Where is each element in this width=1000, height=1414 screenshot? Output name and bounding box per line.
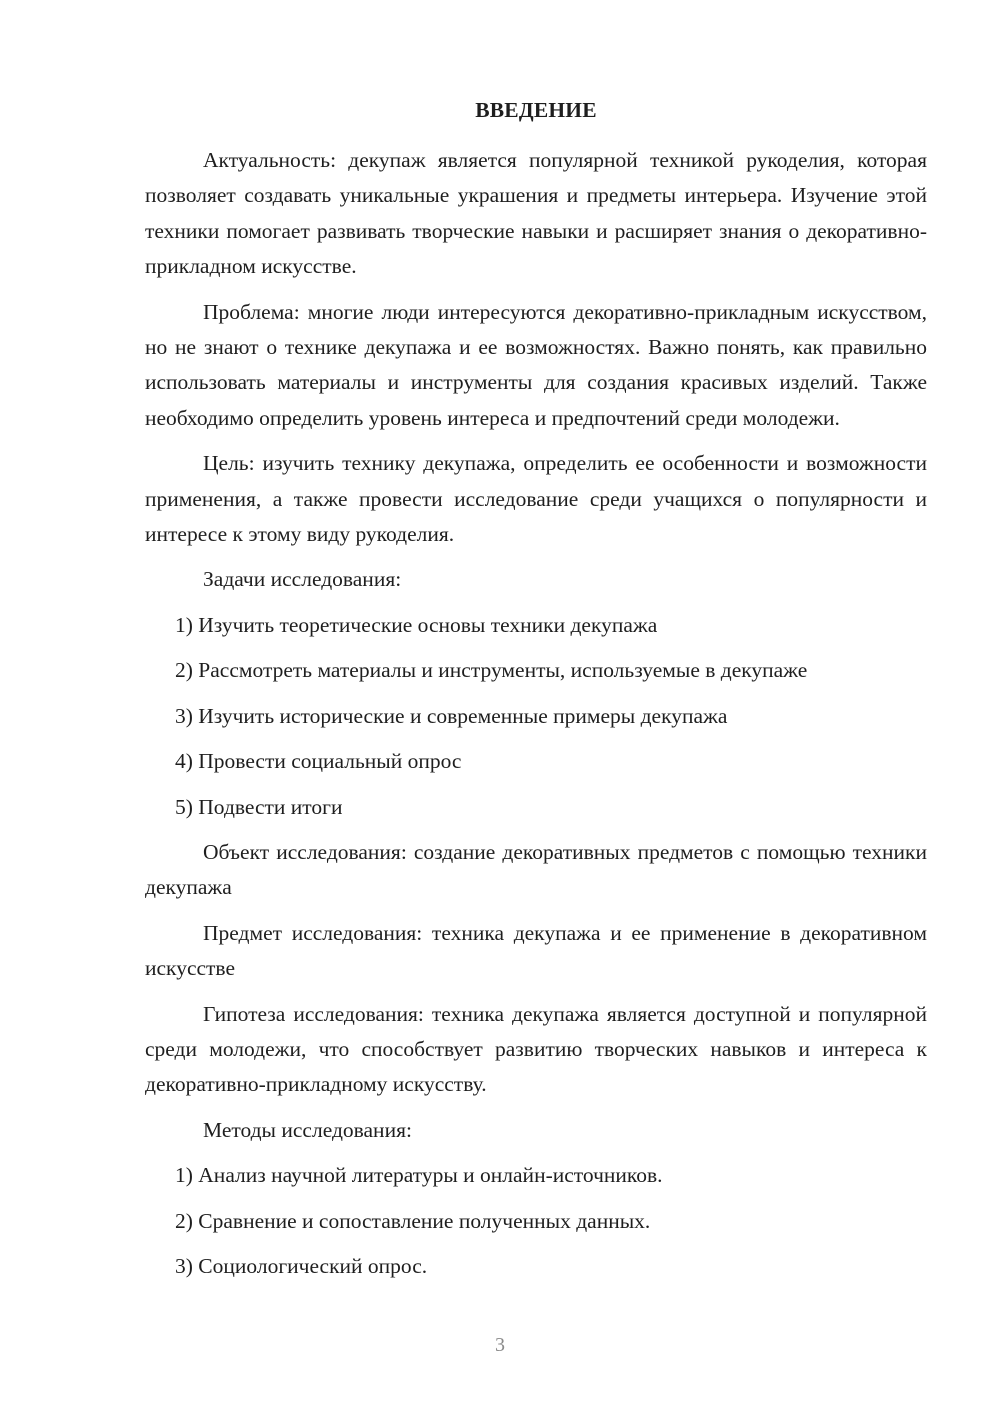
object-paragraph: Объект исследования: создание декоративных предметов с помощью техники декупажа — [145, 839, 927, 900]
list-item: 5) Подвести итоги — [175, 794, 343, 819]
tasks-list — [145, 608, 927, 825]
list-item: 4) Провести социальный опрос — [175, 749, 462, 774]
list-item: 1) Изучить теоретические основы техники декупажа — [175, 612, 658, 637]
tasks-heading: Задачи исследования: — [203, 567, 402, 592]
list-item: 3) Социологический опрос. — [175, 1253, 428, 1278]
list-item: 3) Изучить исторические и современные примеры декупажа — [175, 703, 728, 728]
methods-heading: Методы исследования: — [203, 1117, 412, 1142]
list-item: 2) Сравнение и сопоставление полученных данных. — [175, 1208, 651, 1233]
page-number: 3 — [495, 1334, 505, 1356]
list-item: 2) Рассмотреть материалы и инструменты, используемые в декупаже — [175, 658, 808, 683]
list-item: 1) Анализ научной литературы и онлайн-источников. — [175, 1163, 663, 1188]
relevance-paragraph: Актуальность: декупаж является популярной техникой рукоделия, которая позволяет создавать уникальные украшения и предметы интерьера. Изучение этой техники помогает развивать творческие навыки и расширяет знания о декоративно-прикладном искусстве. — [145, 148, 927, 279]
page-title: ВВЕДЕНИЕ — [475, 98, 597, 122]
hypothesis-paragraph: Гипотеза исследования: техника декупажа является доступной и популярной среди молодежи, что способствует развитию творческих навыков и интереса к декоративно-прикладному искусству. — [145, 1001, 927, 1097]
document-body — [145, 92, 927, 1294]
goal-paragraph: Цель: изучить технику декупажа, определить ее особенности и возможности применения, а также провести исследование среди учащихся о популярности и интересе к этому виду рукоделия. — [145, 451, 927, 547]
methods-list — [145, 1158, 927, 1284]
problem-paragraph: Проблема: многие люди интересуются декоративно-прикладным искусством, но не знают о технике декупажа и ее возможностях. Важно понять, как правильно использовать материалы и инструменты для создания красивых изделий. Также необходимо определить уровень интереса и предпочтений среди молодежи. — [145, 299, 927, 430]
subject-paragraph: Предмет исследования: техника декупажа и ее применение в декоративном искусстве — [145, 920, 927, 981]
